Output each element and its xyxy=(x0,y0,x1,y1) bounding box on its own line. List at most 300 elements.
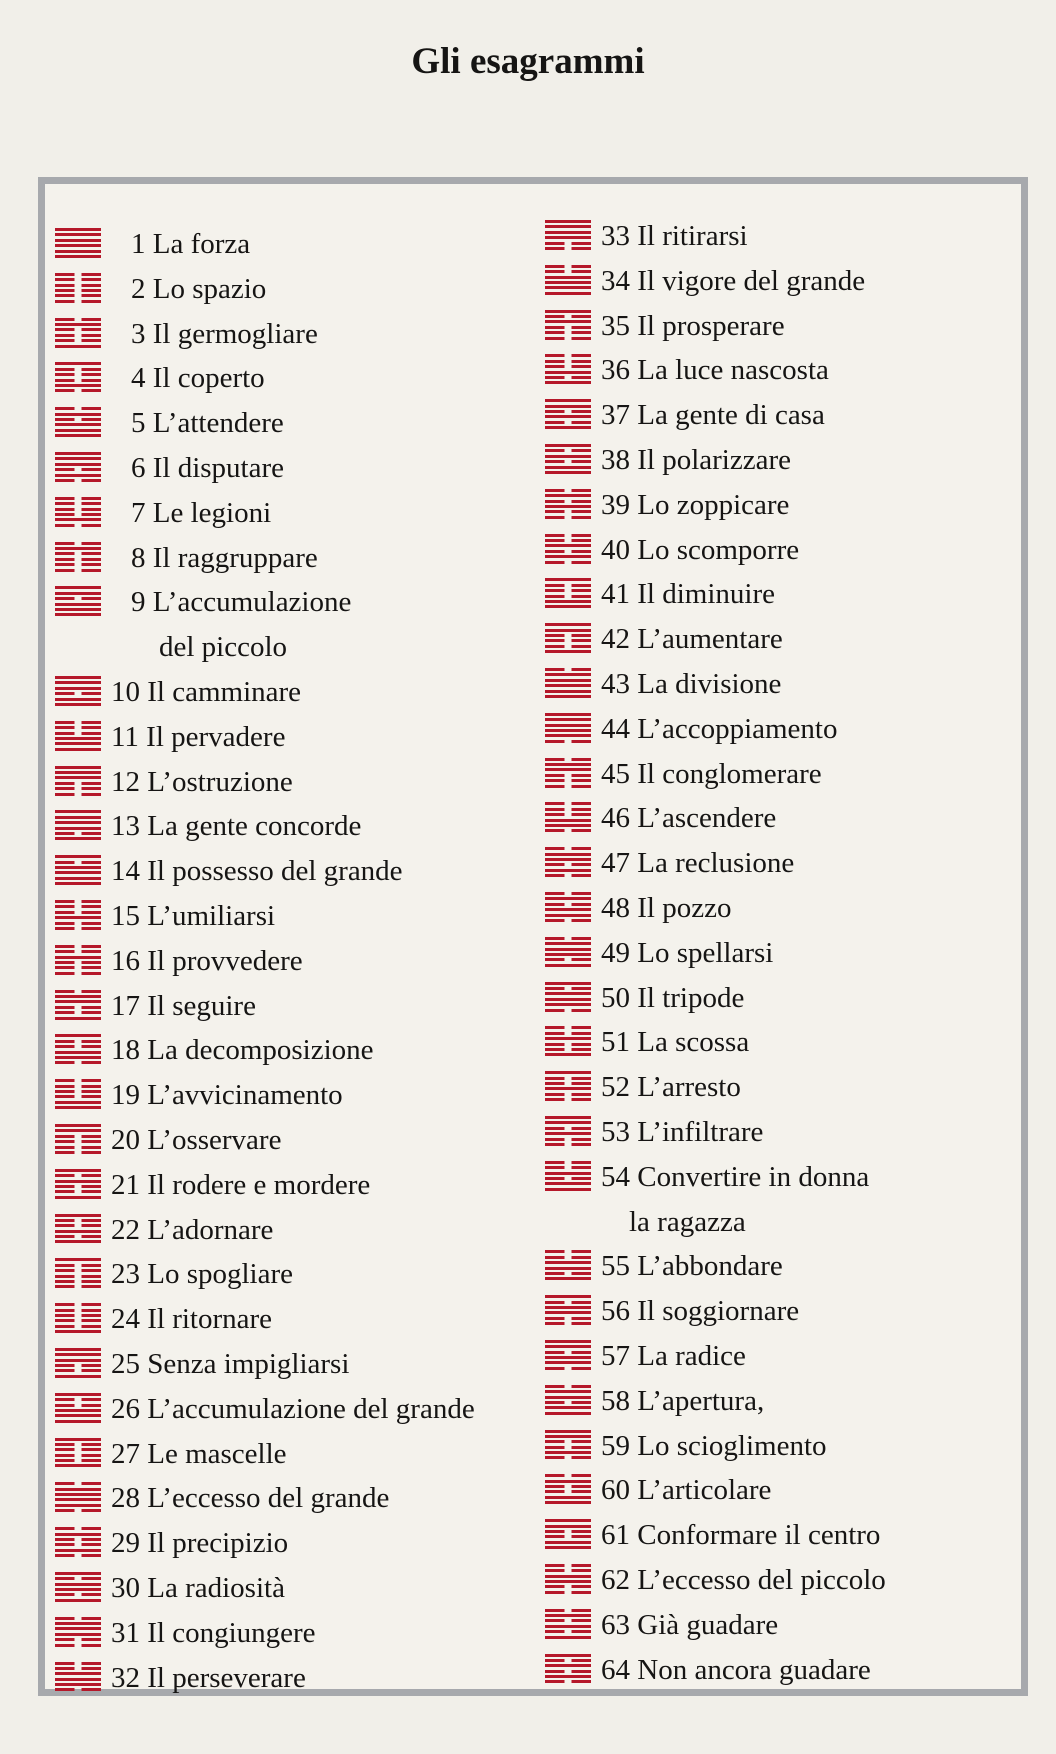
hexagram-label-line: 21 Il rodere e mordere xyxy=(111,1168,371,1201)
broken-line-icon xyxy=(545,740,591,743)
hexagram-entry xyxy=(55,1208,530,1253)
solid-line-icon xyxy=(55,1498,101,1501)
broken-line-icon xyxy=(545,1490,591,1493)
broken-line-icon xyxy=(545,354,591,357)
solid-line-icon xyxy=(545,1182,591,1185)
hexagram-label-line: la ragazza xyxy=(629,1205,746,1238)
broken-line-icon xyxy=(545,639,591,642)
hexagram-icon xyxy=(545,1654,591,1684)
broken-line-icon xyxy=(545,634,591,637)
hexagram-label-line: 57 La radice xyxy=(601,1339,746,1372)
broken-line-icon xyxy=(545,1098,591,1101)
broken-line-icon xyxy=(545,1250,591,1253)
broken-line-icon xyxy=(55,1314,101,1317)
hexagram-icon xyxy=(545,713,591,743)
broken-line-icon xyxy=(545,1256,591,1259)
solid-line-icon xyxy=(55,429,101,432)
hexagram-icon xyxy=(545,668,591,698)
broken-line-icon xyxy=(545,460,591,463)
broken-line-icon xyxy=(55,1045,101,1048)
hexagram-label-line: 33 Il ritirarsi xyxy=(601,220,748,252)
solid-line-icon xyxy=(55,1214,101,1217)
broken-line-icon xyxy=(545,919,591,922)
hexagram-icon xyxy=(545,444,591,474)
hexagram-label xyxy=(601,214,748,259)
hexagram-icon xyxy=(545,220,591,250)
page-title: Gli esagrammi xyxy=(411,41,645,82)
broken-line-icon xyxy=(545,331,591,334)
hexagram-icon xyxy=(545,937,591,967)
solid-line-icon xyxy=(545,1037,591,1040)
hexagram-entry xyxy=(55,939,530,984)
solid-line-icon xyxy=(545,718,591,721)
hexagram-icon xyxy=(55,855,101,885)
solid-line-icon xyxy=(55,233,101,236)
hexagram-label xyxy=(601,1513,880,1558)
solid-line-icon xyxy=(545,1053,591,1056)
hexagram-label-line: 31 Il congiungere xyxy=(111,1616,316,1649)
hexagram-label-line: 62 L’eccesso del piccolo xyxy=(601,1563,886,1596)
solid-line-icon xyxy=(55,810,101,813)
broken-line-icon xyxy=(55,289,101,292)
solid-line-icon xyxy=(545,695,591,698)
hexagram-entry xyxy=(545,796,1015,841)
solid-line-icon xyxy=(55,703,101,706)
solid-line-icon xyxy=(55,345,101,348)
broken-line-icon xyxy=(55,1662,101,1665)
solid-line-icon xyxy=(55,1330,101,1333)
hexagram-entry xyxy=(55,491,530,536)
solid-line-icon xyxy=(55,737,101,740)
broken-line-icon xyxy=(55,1482,101,1485)
broken-line-icon xyxy=(55,1269,101,1272)
hexagram-label xyxy=(601,1155,869,1245)
broken-line-icon xyxy=(545,847,591,850)
hexagram-label xyxy=(601,886,731,931)
hexagram-icon xyxy=(545,892,591,922)
hexagram-entry xyxy=(545,1558,1015,1603)
hexagram-label-line: 60 L’articolare xyxy=(601,1474,772,1507)
hexagram-entry xyxy=(545,886,1015,931)
broken-line-icon xyxy=(545,410,591,413)
broken-line-icon xyxy=(55,961,101,964)
solid-line-icon xyxy=(545,415,591,418)
solid-line-icon xyxy=(545,310,591,313)
hexagram-icon xyxy=(55,1617,101,1647)
solid-line-icon xyxy=(545,371,591,374)
hexagram-label-line: 7 Le legioni xyxy=(131,496,272,529)
hexagram-entry xyxy=(545,393,1015,438)
solid-line-icon xyxy=(55,1129,101,1132)
solid-line-icon xyxy=(545,1435,591,1438)
solid-line-icon xyxy=(55,698,101,701)
solid-line-icon xyxy=(55,1622,101,1625)
solid-line-icon xyxy=(545,1406,591,1409)
hexagram-icon xyxy=(55,318,101,348)
solid-line-icon xyxy=(55,1230,101,1233)
hexagram-entry xyxy=(55,1476,530,1521)
broken-line-icon xyxy=(55,1638,101,1641)
hexagram-icon xyxy=(55,990,101,1020)
hexagram-label-line: 56 Il soggiornare xyxy=(601,1295,800,1328)
broken-line-icon xyxy=(55,1235,101,1238)
solid-line-icon xyxy=(545,734,591,737)
hexagram-icon xyxy=(545,1071,591,1101)
broken-line-icon xyxy=(545,758,591,761)
solid-line-icon xyxy=(55,608,101,611)
broken-line-icon xyxy=(545,1032,591,1035)
broken-line-icon xyxy=(55,1061,101,1064)
solid-line-icon xyxy=(545,578,591,581)
broken-line-icon xyxy=(55,542,101,545)
solid-line-icon xyxy=(55,1583,101,1586)
solid-line-icon xyxy=(545,1390,591,1393)
hexagram-label-line: 11 Il pervadere xyxy=(111,720,286,753)
hexagram-entry xyxy=(55,1073,530,1118)
hexagram-label xyxy=(601,796,776,841)
solid-line-icon xyxy=(545,908,591,911)
solid-line-icon xyxy=(55,384,101,387)
solid-line-icon xyxy=(545,1361,591,1364)
solid-line-icon xyxy=(55,1393,101,1396)
broken-line-icon xyxy=(545,584,591,587)
broken-line-icon xyxy=(545,1446,591,1449)
broken-line-icon xyxy=(545,1009,591,1012)
broken-line-icon xyxy=(545,1630,591,1633)
solid-line-icon xyxy=(55,771,101,774)
hexagram-label-line: 6 Il disputare xyxy=(131,451,285,484)
hexagram-icon xyxy=(545,1474,591,1504)
solid-line-icon xyxy=(55,603,101,606)
hexagram-icon xyxy=(55,676,101,706)
hexagram-label xyxy=(111,536,318,581)
solid-line-icon xyxy=(55,244,101,247)
hexagram-icon xyxy=(55,1482,101,1512)
solid-line-icon xyxy=(545,1003,591,1006)
broken-line-icon xyxy=(55,1369,101,1372)
solid-line-icon xyxy=(55,816,101,819)
broken-line-icon xyxy=(55,990,101,993)
hexagram-label xyxy=(601,617,783,662)
hexagram-label-line: 12 L’ostruzione xyxy=(111,765,293,798)
broken-line-icon xyxy=(55,1095,101,1098)
solid-line-icon xyxy=(55,613,101,616)
broken-line-icon xyxy=(545,534,591,537)
hexagram-label xyxy=(111,446,284,491)
hexagram-icon xyxy=(545,1564,591,1594)
broken-line-icon xyxy=(545,668,591,671)
broken-line-icon xyxy=(55,524,101,527)
solid-line-icon xyxy=(545,942,591,945)
solid-line-icon xyxy=(545,426,591,429)
solid-line-icon xyxy=(55,676,101,679)
solid-line-icon xyxy=(55,1420,101,1423)
hexagram-label-line: 50 Il tripode xyxy=(601,981,745,1014)
hexagram-label xyxy=(111,1476,389,1521)
hexagram-icon xyxy=(55,810,101,840)
hexagram-label xyxy=(601,707,838,752)
solid-line-icon xyxy=(545,1277,591,1280)
broken-line-icon xyxy=(55,407,101,410)
hexagram-entry xyxy=(55,670,530,715)
broken-line-icon xyxy=(545,589,591,592)
broken-line-icon xyxy=(545,376,591,379)
broken-line-icon xyxy=(545,550,591,553)
hexagram-label-line: 4 Il coperto xyxy=(131,362,265,395)
solid-line-icon xyxy=(545,405,591,408)
broken-line-icon xyxy=(55,1577,101,1580)
broken-line-icon xyxy=(545,326,591,329)
hexagram-label xyxy=(601,1648,871,1693)
broken-line-icon xyxy=(545,1322,591,1325)
broken-line-icon xyxy=(545,1564,591,1567)
hexagram-label xyxy=(111,1163,370,1208)
solid-line-icon xyxy=(55,1000,101,1003)
broken-line-icon xyxy=(55,721,101,724)
hexagram-entry xyxy=(55,1656,530,1701)
solid-line-icon xyxy=(545,605,591,608)
hexagram-entry xyxy=(545,662,1015,707)
broken-line-icon xyxy=(545,265,591,268)
solid-line-icon xyxy=(55,1549,101,1552)
broken-line-icon xyxy=(55,782,101,785)
broken-line-icon xyxy=(545,270,591,273)
solid-line-icon xyxy=(55,1672,101,1675)
broken-line-icon xyxy=(545,1138,591,1141)
hexagram-label-line: 59 Lo scioglimento xyxy=(601,1429,827,1462)
hexagram-icon xyxy=(55,945,101,975)
broken-line-icon xyxy=(55,1285,101,1288)
hexagram-icon xyxy=(55,766,101,796)
hexagram-label xyxy=(111,1432,287,1477)
solid-line-icon xyxy=(55,592,101,595)
hexagram-icon xyxy=(545,1430,591,1460)
solid-line-icon xyxy=(545,1580,591,1583)
solid-line-icon xyxy=(545,1546,591,1549)
broken-line-icon xyxy=(55,1364,101,1367)
solid-line-icon xyxy=(545,1172,591,1175)
solid-line-icon xyxy=(55,742,101,745)
broken-line-icon xyxy=(55,1443,101,1446)
hexagram-label-line: 43 La divisione xyxy=(601,667,782,700)
broken-line-icon xyxy=(545,874,591,877)
solid-line-icon xyxy=(545,982,591,985)
hexagram-entry xyxy=(55,1028,530,1073)
hexagram-entry xyxy=(545,707,1015,752)
solid-line-icon xyxy=(545,455,591,458)
hexagram-entry xyxy=(545,438,1015,483)
hexagram-entry xyxy=(55,894,530,939)
broken-line-icon xyxy=(55,1040,101,1043)
hexagram-entry xyxy=(545,1020,1015,1065)
hexagram-label xyxy=(111,1073,343,1118)
hexagram-entry xyxy=(545,1379,1015,1424)
hexagram-label xyxy=(601,1603,778,1648)
hexagram-icon xyxy=(55,362,101,392)
broken-line-icon xyxy=(545,863,591,866)
broken-line-icon xyxy=(545,1143,591,1146)
broken-line-icon xyxy=(55,900,101,903)
hexagram-label xyxy=(601,841,794,886)
solid-line-icon xyxy=(55,1034,101,1037)
hexagram-label xyxy=(111,401,284,446)
hexagram-icon xyxy=(55,1169,101,1199)
broken-line-icon xyxy=(545,449,591,452)
hexagram-label-line: 53 L’infiltrare xyxy=(601,1115,764,1148)
broken-line-icon xyxy=(55,1398,101,1401)
broken-line-icon xyxy=(55,726,101,729)
hexagram-label xyxy=(111,580,351,670)
solid-line-icon xyxy=(55,1683,101,1686)
solid-line-icon xyxy=(545,763,591,766)
solid-line-icon xyxy=(55,250,101,253)
hexagram-entry xyxy=(55,222,530,267)
broken-line-icon xyxy=(545,365,591,368)
solid-line-icon xyxy=(55,423,101,426)
solid-line-icon xyxy=(545,1480,591,1483)
hexagram-icon xyxy=(545,1161,591,1191)
hexagram-entry xyxy=(55,267,530,312)
broken-line-icon xyxy=(55,1459,101,1462)
broken-line-icon xyxy=(55,1688,101,1691)
broken-line-icon xyxy=(545,1530,591,1533)
solid-line-icon xyxy=(545,1396,591,1399)
broken-line-icon xyxy=(545,1535,591,1538)
hexagram-entry xyxy=(545,931,1015,976)
hexagram-label-line: 18 La decomposizione xyxy=(111,1034,374,1067)
broken-line-icon xyxy=(545,937,591,940)
hexagram-entry xyxy=(545,976,1015,1021)
broken-line-icon xyxy=(545,595,591,598)
solid-line-icon xyxy=(55,239,101,242)
hexagram-label xyxy=(601,259,865,304)
hexagram-entry xyxy=(545,214,1015,259)
solid-line-icon xyxy=(55,1504,101,1507)
hexagram-label xyxy=(111,491,271,536)
hexagram-entry xyxy=(55,1252,530,1297)
hexagram-entry xyxy=(545,1289,1015,1334)
solid-line-icon xyxy=(55,776,101,779)
broken-line-icon xyxy=(545,1619,591,1622)
solid-line-icon xyxy=(545,1496,591,1499)
broken-line-icon xyxy=(55,692,101,695)
solid-line-icon xyxy=(55,837,101,840)
solid-line-icon xyxy=(545,1261,591,1264)
solid-line-icon xyxy=(55,1438,101,1441)
hexagram-label-line: 26 L’accumulazione del grande xyxy=(111,1392,475,1425)
broken-line-icon xyxy=(55,793,101,796)
solid-line-icon xyxy=(55,1106,101,1109)
solid-line-icon xyxy=(545,1501,591,1504)
hexagram-label xyxy=(601,1424,827,1469)
broken-line-icon xyxy=(55,563,101,566)
hexagram-label xyxy=(111,1118,281,1163)
hexagram-icon xyxy=(545,265,591,295)
broken-line-icon xyxy=(55,1151,101,1154)
hexagram-label-line: 14 Il possesso del grande xyxy=(111,855,403,888)
hexagram-entry xyxy=(545,1424,1015,1469)
solid-line-icon xyxy=(55,452,101,455)
solid-line-icon xyxy=(545,1340,591,1343)
hexagram-label xyxy=(111,1297,272,1342)
solid-line-icon xyxy=(55,766,101,769)
solid-line-icon xyxy=(545,236,591,239)
hexagram-label xyxy=(601,1289,799,1334)
solid-line-icon xyxy=(55,1017,101,1020)
hexagram-label xyxy=(111,312,318,357)
hexagram-icon xyxy=(55,1527,101,1557)
hexagram-label xyxy=(601,528,799,573)
broken-line-icon xyxy=(545,987,591,990)
broken-line-icon xyxy=(55,922,101,925)
broken-line-icon xyxy=(55,513,101,516)
broken-line-icon xyxy=(545,829,591,832)
hexagram-entry xyxy=(55,446,530,491)
hexagram-icon xyxy=(55,542,101,572)
solid-line-icon xyxy=(55,1258,101,1261)
broken-line-icon xyxy=(545,337,591,340)
solid-line-icon xyxy=(55,866,101,869)
broken-line-icon xyxy=(545,892,591,895)
hexagram-label xyxy=(111,1611,316,1656)
hexagram-icon xyxy=(545,1026,591,1056)
hexagram-label-line: 58 L’apertura, xyxy=(601,1384,765,1417)
solid-line-icon xyxy=(545,1575,591,1578)
solid-line-icon xyxy=(545,1430,591,1433)
hexagram-icon xyxy=(55,1214,101,1244)
broken-line-icon xyxy=(55,1280,101,1283)
hexagram-label-line: 5 L’attendere xyxy=(131,407,284,440)
solid-line-icon xyxy=(55,1678,101,1681)
hexagram-icon xyxy=(545,1385,591,1415)
hexagram-icon xyxy=(55,1393,101,1423)
solid-line-icon xyxy=(545,964,591,967)
solid-line-icon xyxy=(55,882,101,885)
solid-line-icon xyxy=(545,505,591,508)
hexagram-entry xyxy=(55,1432,530,1477)
solid-line-icon xyxy=(55,1348,101,1351)
solid-line-icon xyxy=(55,1633,101,1636)
broken-line-icon xyxy=(55,1011,101,1014)
broken-line-icon xyxy=(55,418,101,421)
hexagram-icon xyxy=(55,1572,101,1602)
solid-line-icon xyxy=(55,1375,101,1378)
solid-line-icon xyxy=(55,956,101,959)
hexagram-label xyxy=(111,1028,374,1073)
broken-line-icon xyxy=(55,318,101,321)
solid-line-icon xyxy=(545,292,591,295)
broken-line-icon xyxy=(55,905,101,908)
solid-line-icon xyxy=(55,916,101,919)
hexagram-label-line: 64 Non ancora guadare xyxy=(601,1653,871,1686)
solid-line-icon xyxy=(545,1295,591,1298)
broken-line-icon xyxy=(55,379,101,382)
solid-line-icon xyxy=(545,1116,591,1119)
hexagram-icon xyxy=(545,1609,591,1639)
hexagram-label xyxy=(111,894,275,939)
hexagram-label-line: 32 Il perseverare xyxy=(111,1661,306,1694)
broken-line-icon xyxy=(545,802,591,805)
hexagram-entry xyxy=(545,617,1015,662)
broken-line-icon xyxy=(545,561,591,564)
solid-line-icon xyxy=(545,1636,591,1639)
solid-line-icon xyxy=(55,687,101,690)
broken-line-icon xyxy=(545,1082,591,1085)
hexagram-label-line: 29 Il precipizio xyxy=(111,1527,289,1560)
broken-line-icon xyxy=(55,1264,101,1267)
hexagram-column-right xyxy=(545,214,1015,1692)
hexagram-label xyxy=(111,1656,306,1701)
